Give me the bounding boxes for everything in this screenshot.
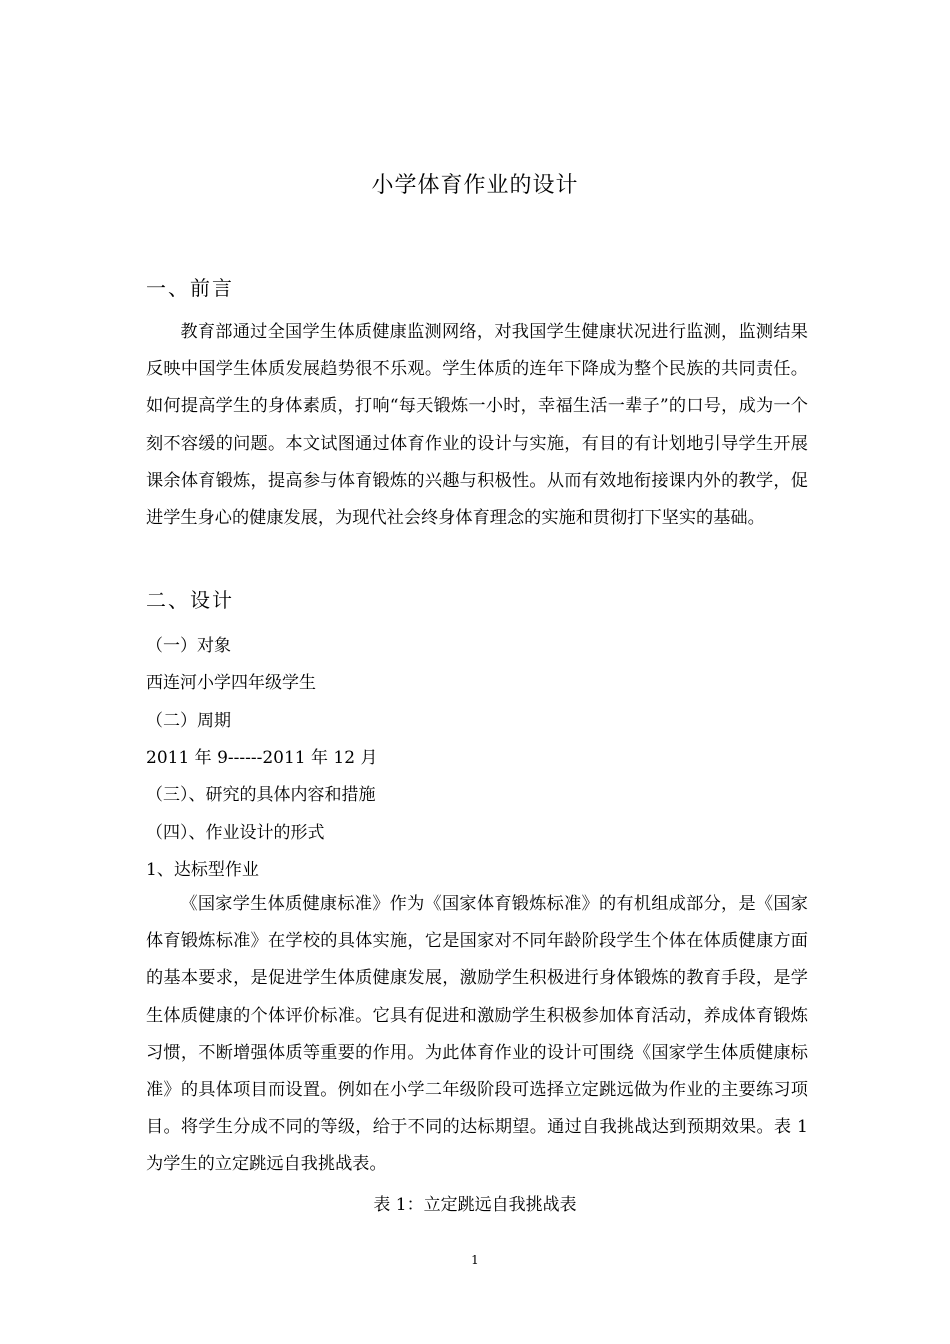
item1-paragraph: 《国家学生体质健康标准》作为《国家体育锻炼标准》的有机组成部分，是《国家体育锻炼标准》在学校的具体实施，它是国家对不同年龄阶段学生个体在体质健康方面的基本要求，是促进学生体质健康发展，激励学生积极进行身体锻炼的教育手段，是学生体质健康的个体评价标准。它具有促进和激励学生积极参加体育活动，养成体育锻炼习惯，不断增强体质等重要的作用。为此体育作业的设计可围绕《国家学生体质健康标准》的具体项目而设置。例如在小学二年级阶段可选择立定跳远做为作业的主要练习项目。将学生分成不同的等级，给于不同的达标期望。通过自我挑战达到预期效果。表 1 为学生的立定跳远自我挑战表。 xyxy=(146,894,808,1175)
subsection-content-label: （三）、研究的具体内容和措施 xyxy=(146,785,376,805)
subsection-object-label: （一）对象 xyxy=(146,636,231,656)
document-title: 小学体育作业的设计 xyxy=(371,173,579,198)
subsection-form-label: （四）、作业设计的形式 xyxy=(146,823,325,843)
page-number: 1 xyxy=(471,1253,479,1267)
section-heading-preface: 一、前言 xyxy=(146,276,234,300)
subsection-object-value: 西连河小学四年级学生 xyxy=(146,673,316,693)
subsection-period-label: （二）周期 xyxy=(146,711,231,731)
section-heading-design: 二、设计 xyxy=(146,588,234,612)
table-caption: 表 1：立定跳远自我挑战表 xyxy=(373,1195,577,1215)
preface-paragraph: 教育部通过全国学生体质健康监测网络，对我国学生健康状况进行监测，监测结果反映中国学生体质发展趋势很不乐观。学生体质的连年下降成为整个民族的共同责任。如何提高学生的身体素质，打响“每天锻炼一小时，幸福生活一辈子”的口号，成为一个刻不容缓的问题。本文试图通过体育作业的设计与实施，有目的有计划地引导学生开展课余体育锻炼，提高参与体育锻炼的兴趣与积极性。从而有效地衔接课内外的教学，促进学生身心的健康发展，为现代社会终身体育理念的实施和贯彻打下坚实的基础。 xyxy=(146,322,808,529)
item1-label: 1、达标型作业 xyxy=(146,860,259,880)
subsection-period-value: 2011 年 9------2011 年 12 月 xyxy=(146,748,378,768)
